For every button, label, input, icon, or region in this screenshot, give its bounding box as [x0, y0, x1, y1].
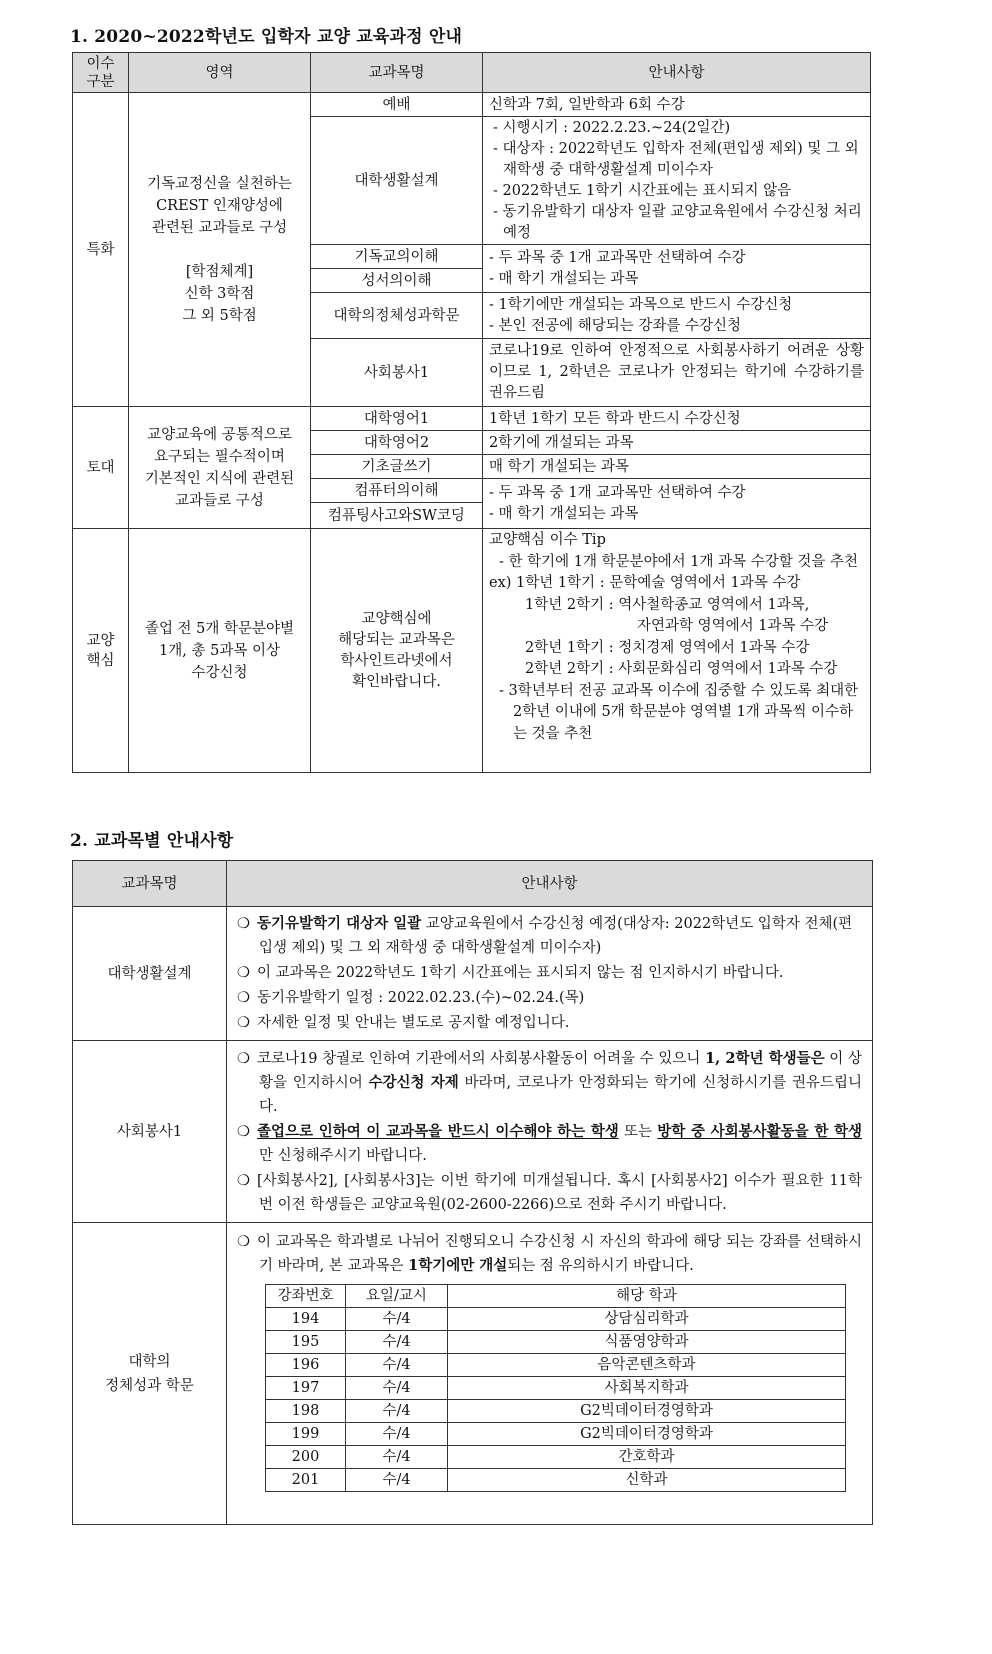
- course-guide: [227, 1223, 873, 1525]
- guide-text: 교양교육원에서 수강신청 예정(대상자: 2022학년도 입학자 전체(편입생 제외) 및 그 외 재학생 중 대학생활설계 미이수자): [259, 916, 853, 956]
- course-name: 컴퓨터의이해: [311, 479, 483, 503]
- course-notes: [483, 245, 871, 293]
- type-core: 교양 핵심: [73, 529, 129, 773]
- cell: G2빅데이터경영학과: [448, 1423, 846, 1446]
- course-note: 신학과 7회, 일반학과 6회 수강: [483, 93, 871, 117]
- course-name: 사회봉사1: [73, 1041, 227, 1223]
- table-row: [266, 1354, 846, 1377]
- inner-header: 요일/교시: [346, 1285, 448, 1308]
- header-notes: 안내사항: [483, 53, 871, 93]
- guide-item: [237, 1169, 862, 1217]
- course-notes: [483, 117, 871, 245]
- course-name: 예배: [311, 93, 483, 117]
- header-type: 이수 구분: [73, 53, 129, 93]
- circle-bullet-icon: ❍: [237, 1172, 250, 1189]
- note-line: - 두 과목 중 1개 교과목만 선택하여 수강: [489, 249, 746, 266]
- cell: 음악콘텐츠학과: [448, 1354, 846, 1377]
- course-core: 교양핵심에 해당되는 교과목은 학사인트라넷에서 확인바랍니다.: [311, 529, 483, 773]
- guide-item: [237, 1011, 862, 1035]
- guide-text: 자세한 일정 및 안내는 별도로 공지할 예정입니다.: [257, 1015, 570, 1031]
- guide-item: [237, 1230, 862, 1278]
- table-row: [266, 1331, 846, 1354]
- cell: 수/4: [346, 1446, 448, 1469]
- guide-item: [237, 1047, 862, 1119]
- guide-text: 또는: [618, 1123, 658, 1140]
- header-course: 교과목명: [73, 861, 227, 907]
- section1-title: 1. 2020~2022학년도 입학자 교양 교육과정 안내: [70, 27, 463, 47]
- course-name: 대학의정체성과학문: [311, 293, 483, 339]
- cell: 194: [266, 1308, 346, 1331]
- note-line: - 매 학기 개설되는 과목: [489, 505, 639, 522]
- table-row: [266, 1400, 846, 1423]
- cell: 신학과: [448, 1469, 846, 1492]
- cell: 수/4: [346, 1377, 448, 1400]
- type-special: 특화: [73, 93, 129, 407]
- cell: G2빅데이터경영학과: [448, 1400, 846, 1423]
- bold-text: 수강신청 자제: [368, 1073, 459, 1091]
- underlined-bold-text: 방학 중 사회봉사활동을 한 학생: [657, 1122, 862, 1140]
- course-name: 대학의 정체성과 학문: [73, 1223, 227, 1525]
- note-line: 자연과학 영역에서 1과목 수강: [637, 618, 829, 634]
- note-line: - 동기유발학기 대상자 일괄 교양교육원에서 수강신청 처리예정: [493, 203, 862, 241]
- cell: 수/4: [346, 1308, 448, 1331]
- note-line: - 3학년부터 전공 교과목 이수에 집중할 수 있도록 최대한 2학년 이내에 5개 학문분야 영역별 1개 과목씩 이수하는 것을 추천: [499, 682, 859, 742]
- guide-text: 이 교과목은 학과별로 나뉘어 진행되오니 수강신청 시 자신의 학과에 해당 되는 강좌를 선택하시기 바라며, 본 교과목은: [257, 1234, 862, 1274]
- table-row: [266, 1446, 846, 1469]
- cell: 199: [266, 1423, 346, 1446]
- circle-bullet-icon: ❍: [237, 965, 250, 981]
- guide-item: [237, 1120, 862, 1168]
- cell: 201: [266, 1469, 346, 1492]
- underlined-bold-text: 졸업으로 인하여 이 교과목을 반드시 이수해야 하는 학생: [257, 1122, 619, 1140]
- inner-header: 강좌번호: [266, 1285, 346, 1308]
- type-foundation: 토대: [73, 407, 129, 529]
- note-line: 2학년 1학기 : 정치경제 영역에서 1과목 수강: [525, 639, 810, 656]
- table-row: [266, 1308, 846, 1331]
- course-name: 컴퓨팅사고와SW코딩: [311, 503, 483, 529]
- table-row: [266, 1423, 846, 1446]
- guide-text: 바라며, 코로나가 안정화되는 학기에 신청하시기를 권유드립니다.: [259, 1074, 862, 1115]
- area-special: 기독교정신을 실천하는 CREST 인재양성에 관련된 교과들로 구성 [학점체계] 신학 3학점 그 외 5학점: [129, 93, 311, 407]
- note-line: - 시행시기 : 2022.2.23.~24(2일간): [493, 119, 731, 136]
- table-row: [266, 1377, 846, 1400]
- table-row: [266, 1469, 846, 1492]
- guide-text: 코로나19 창궐로 인하여 기관에서의 사회봉사활동이 어려울 수 있으니: [257, 1050, 706, 1067]
- cell: 수/4: [346, 1469, 448, 1492]
- course-note: 2학기에 개설되는 과목: [483, 431, 871, 455]
- guide-text: 만 신청해주시기 바랍니다.: [259, 1147, 427, 1164]
- course-name: 대학영어2: [311, 431, 483, 455]
- cell: 수/4: [346, 1423, 448, 1446]
- note-line: - 한 학기에 1개 학문분야에서 1개 과목 수강할 것을 추천: [499, 553, 858, 570]
- course-notes: [483, 529, 871, 773]
- header-course: 교과목명: [311, 53, 483, 93]
- note-line: - 매 학기 개설되는 과목: [489, 270, 639, 287]
- cell: 196: [266, 1354, 346, 1377]
- course-note: 1학년 1학기 모든 학과 반드시 수강신청: [483, 407, 871, 431]
- course-notes: [483, 479, 871, 529]
- guide-text: 동기유발학기 일정 : 2022.02.23.(수)~02.24.(목): [257, 990, 585, 1006]
- note-line: - 본인 전공에 해당되는 강좌를 수강신청: [489, 317, 742, 334]
- circle-bullet-icon: ❍: [237, 916, 250, 932]
- note-line: - 두 과목 중 1개 교과목만 선택하여 수강: [489, 484, 746, 501]
- area-foundation: 교양교육에 공통적으로 요구되는 필수적이며 기본적인 지식에 관련된 교과들로 구성: [129, 407, 311, 529]
- bold-text: 동기유발학기 대상자 일괄: [257, 915, 422, 932]
- guide-text: [사회봉사2], [사회봉사3]는 이번 학기에 미개설됩니다. 혹시 [사회봉사2] 이수가 필요한 11학번 이전 학생들은 교양교육원(02-2600-2266)으로 전화 주시기 바랍니다.: [257, 1172, 862, 1213]
- course-name: 기독교의이해: [311, 245, 483, 269]
- note-line: - 2022학년도 1학기 시간표에는 표시되지 않음: [493, 182, 792, 199]
- cell: 195: [266, 1331, 346, 1354]
- course-notes: [483, 293, 871, 339]
- note-line: 2학년 2학기 : 사회문화심리 영역에서 1과목 수강: [525, 661, 838, 677]
- circle-bullet-icon: ❍: [237, 1015, 250, 1031]
- guide-text: 이 상황을 인지하시어: [259, 1050, 862, 1091]
- cell: 상담심리학과: [448, 1308, 846, 1331]
- course-guide-table: [72, 860, 873, 1525]
- inner-header: 해당 학과: [448, 1285, 846, 1308]
- course-guide: [227, 907, 873, 1041]
- area-core: 졸업 전 5개 학문분야별 1개, 총 5과목 이상 수강신청: [129, 529, 311, 773]
- course-name: 성서의이해: [311, 269, 483, 293]
- circle-bullet-icon: ❍: [237, 1234, 250, 1250]
- circle-bullet-icon: ❍: [237, 1050, 250, 1067]
- note-line: - 1학기에만 개설되는 과목으로 반드시 수강신청: [489, 296, 793, 313]
- course-name: 대학영어1: [311, 407, 483, 431]
- cell: 198: [266, 1400, 346, 1423]
- circle-bullet-icon: ❍: [237, 990, 250, 1006]
- circle-bullet-icon: ❍: [237, 1123, 250, 1140]
- cell: 200: [266, 1446, 346, 1469]
- note-line: - 대상자 : 2022학년도 입학자 전체(편입생 제외) 및 그 외 재학생 중 대학생활설계 미이수자: [493, 140, 859, 178]
- guide-item: [237, 986, 862, 1010]
- cell: 197: [266, 1377, 346, 1400]
- course-name: 사회봉사1: [311, 339, 483, 407]
- course-name: 대학생활설계: [73, 907, 227, 1041]
- cell: 수/4: [346, 1400, 448, 1423]
- note-line: 교양핵심 이수 Tip: [489, 532, 606, 548]
- course-name: 대학생활설계: [311, 117, 483, 245]
- course-name: 기초글쓰기: [311, 455, 483, 479]
- guide-text: 되는 점 유의하시기 바랍니다.: [507, 1258, 694, 1274]
- section2-title: 2. 교과목별 안내사항: [70, 831, 234, 851]
- course-guide: [227, 1041, 873, 1223]
- header-notes: 안내사항: [227, 861, 873, 907]
- cell: 수/4: [346, 1354, 448, 1377]
- note-line: 1학년 2학기 : 역사철학종교 영역에서 1과목,: [525, 596, 810, 613]
- curriculum-table: [72, 52, 871, 773]
- cell: 사회복지학과: [448, 1377, 846, 1400]
- cell: 수/4: [346, 1331, 448, 1354]
- bold-text: 1학기에만 개설: [408, 1257, 508, 1274]
- bold-text: 1, 2학년 학생들은: [705, 1049, 825, 1067]
- guide-item: [237, 961, 862, 985]
- note-line: ex) 1학년 1학기 : 문학예술 영역에서 1과목 수강: [489, 575, 801, 591]
- header-area: 영역: [129, 53, 311, 93]
- cell: 간호학과: [448, 1446, 846, 1469]
- guide-text: 이 교과목은 2022학년도 1학기 시간표에는 표시되지 않는 점 인지하시기 바랍니다.: [257, 965, 784, 981]
- course-note: 매 학기 개설되는 과목: [483, 455, 871, 479]
- cell: 식품영양학과: [448, 1331, 846, 1354]
- course-note: 코로나19로 인하여 안정적으로 사회봉사하기 어려운 상황이므로 1, 2학년은 코로나가 안정되는 학기에 수강하기를 권유드림: [483, 339, 871, 407]
- section-list-table: [265, 1284, 846, 1492]
- guide-item: [237, 912, 862, 960]
